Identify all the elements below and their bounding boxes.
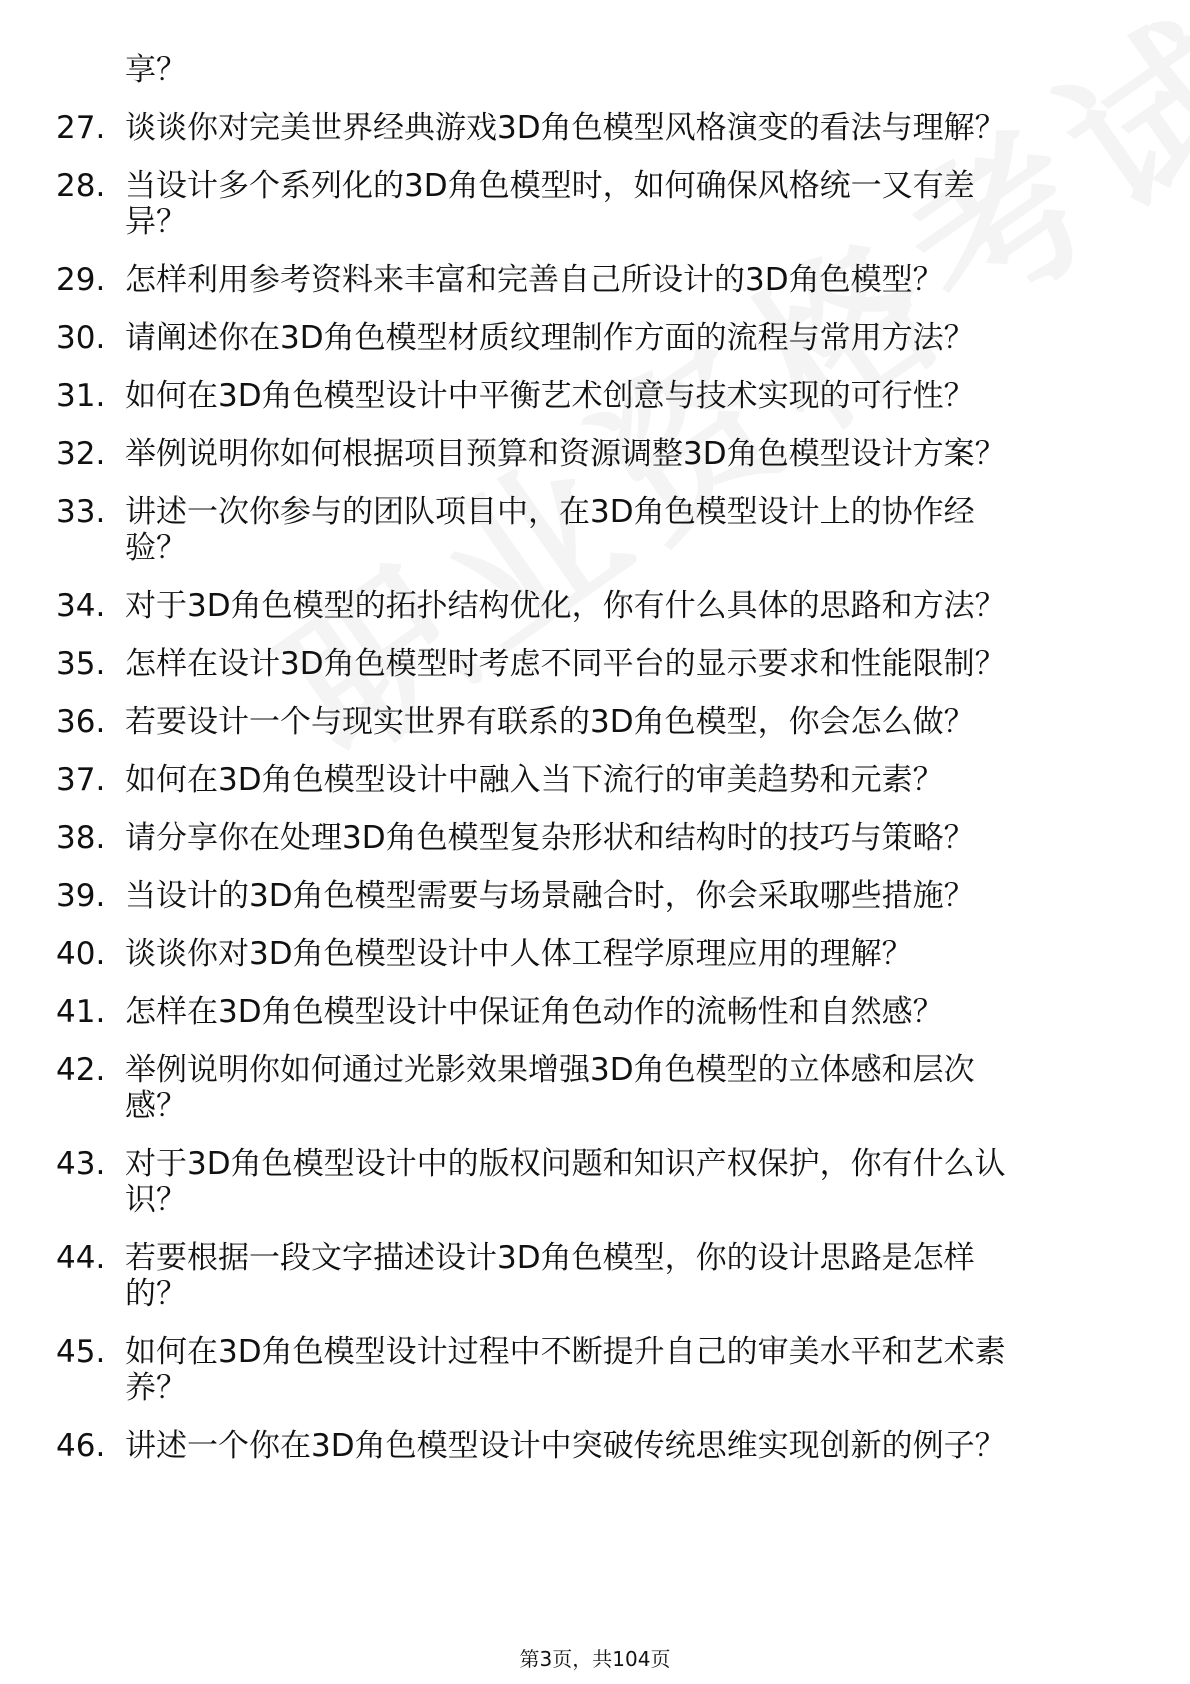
question-text: 讲述一个你在3D角色模型设计中突破传统思维实现创新的例子？ (125, 1428, 1006, 1464)
question-text: 讲述一次你参与的团队项目中，在3D角色模型设计上的协作经 (125, 494, 975, 530)
question-text: 谈谈你对完美世界经典游戏3D角色模型风格演变的看法与理解？ (125, 110, 1006, 146)
item-number: 41. (56, 994, 106, 1030)
item-number: 32. (56, 436, 106, 472)
question-text: 请分享你在处理3D角色模型复杂形状和结构时的技巧与策略？ (125, 820, 975, 856)
item-number: 37. (56, 762, 106, 798)
question-text: 享？ (125, 52, 187, 88)
item-number: 46. (56, 1428, 106, 1464)
page-footer: 第3页，共104页 (519, 1647, 671, 1671)
question-text: 当设计的3D角色模型需要与场景融合时，你会采取哪些措施？ (125, 878, 975, 914)
item-number: 40. (56, 936, 106, 972)
item-number: 27. (56, 110, 106, 146)
item-number: 29. (56, 262, 106, 298)
question-text: 识？ (125, 1182, 187, 1218)
item-number: 45. (56, 1334, 106, 1370)
question-text: 养？ (125, 1370, 187, 1406)
question-text: 举例说明你如何根据项目预算和资源调整3D角色模型设计方案？ (125, 436, 1006, 472)
question-text: 验？ (125, 530, 187, 566)
item-number: 31. (56, 378, 106, 414)
question-text: 对于3D角色模型设计中的版权问题和知识产权保护，你有什么认 (125, 1146, 1006, 1182)
question-text: 请阐述你在3D角色模型材质纹理制作方面的流程与常用方法？ (125, 320, 975, 356)
question-text: 若要根据一段文字描述设计3D角色模型，你的设计思路是怎样 (125, 1240, 975, 1276)
question-text: 如何在3D角色模型设计中平衡艺术创意与技术实现的可行性？ (125, 378, 975, 414)
question-text: 怎样在3D角色模型设计中保证角色动作的流畅性和自然感？ (125, 994, 944, 1030)
item-number: 35. (56, 646, 106, 682)
question-text: 谈谈你对3D角色模型设计中人体工程学原理应用的理解？ (125, 936, 913, 972)
item-number: 36. (56, 704, 106, 740)
question-text: 如何在3D角色模型设计过程中不断提升自己的审美水平和艺术素 (125, 1334, 1006, 1370)
item-number: 38. (56, 820, 106, 856)
item-number: 28. (56, 168, 106, 204)
question-text: 怎样在设计3D角色模型时考虑不同平台的显示要求和性能限制？ (125, 646, 1006, 682)
item-number: 33. (56, 494, 106, 530)
question-text: 异？ (125, 204, 187, 240)
question-text: 举例说明你如何通过光影效果增强3D角色模型的立体感和层次 (125, 1052, 975, 1088)
item-number: 43. (56, 1146, 106, 1182)
question-text: 感？ (125, 1088, 187, 1124)
item-number: 30. (56, 320, 106, 356)
question-text: 的？ (125, 1276, 187, 1312)
item-number: 44. (56, 1240, 106, 1276)
question-text: 如何在3D角色模型设计中融入当下流行的审美趋势和元素？ (125, 762, 944, 798)
question-text: 若要设计一个与现实世界有联系的3D角色模型，你会怎么做？ (125, 704, 975, 740)
question-text: 当设计多个系列化的3D角色模型时，如何确保风格统一又有差 (125, 168, 975, 204)
question-text: 怎样利用参考资料来丰富和完善自己所设计的3D角色模型？ (125, 262, 944, 298)
question-text: 对于3D角色模型的拓扑结构优化，你有什么具体的思路和方法？ (125, 588, 1006, 624)
item-number: 42. (56, 1052, 106, 1088)
item-number: 39. (56, 878, 106, 914)
item-number: 34. (56, 588, 106, 624)
